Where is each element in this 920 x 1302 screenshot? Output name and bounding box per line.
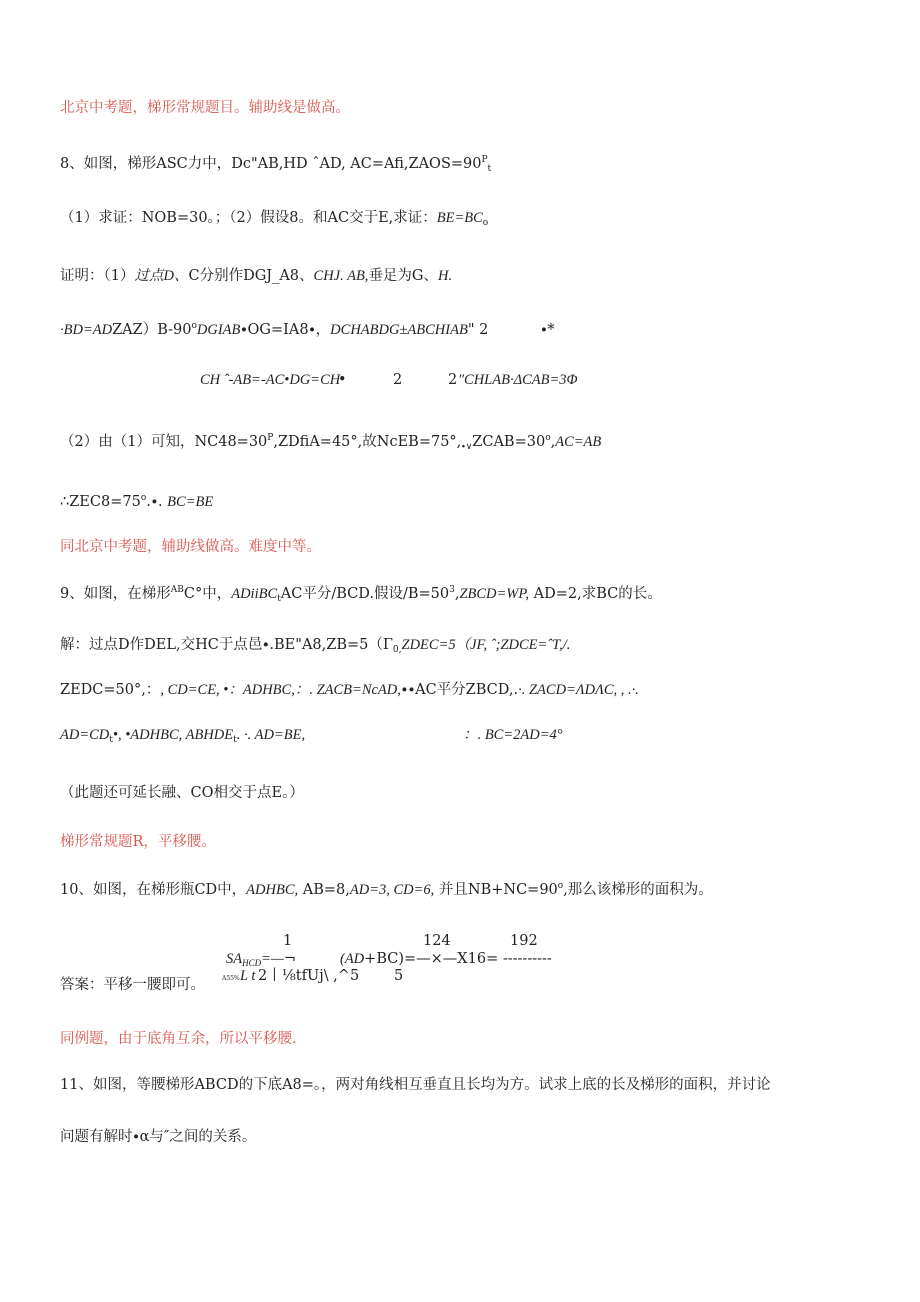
proof-conclusion: $\therefore ZEC8=75^o.\cdot$. BC=BE: [60, 493, 214, 510]
proof-line-2: $\cdot BD=ADZAZ)B-90^oDGIAB\cdot OG=IA8\cdot$，DCHABDG±ABCHIAB" 2 ∙*: [60, 321, 555, 338]
formula-area-label: $SA_{HCD}=—\neg$: [226, 951, 296, 968]
proof-line-3-tail: ″CHLAB∙ΔCAB=3Φ: [458, 372, 578, 388]
problem-8-questions: （1）求证：NOB=30。；（2）假设8。和AC交于E,求证：$BE=BC_o$: [60, 210, 489, 228]
solution-9-line-2: ZEDC=50°,：, CD=CE, •：ADHBC,：. ZACB=NcAD,∙∙AC平分ZBCD,.∙. ZACD=ΛDΛC, , .∙.: [60, 682, 639, 698]
formula-lower-row: 2丨⅛tfUj\ ,^5: [258, 968, 360, 984]
problem-11-statement-cont: 问题有解时∙α与″之间的关系。: [60, 1129, 257, 1145]
formula-num-192: 192: [510, 933, 538, 949]
proof-line-3-num: 2: [393, 372, 403, 388]
proof-part-1-intro: 证明：（1）过点D、C分别作DGJ_A8、CHJ. AB,垂足为G、H.: [60, 268, 453, 284]
note-beijing-exam: 北京中考题，梯形常规题目。辅助线是做高。: [60, 100, 350, 116]
note-complementary-angles: 同例题，由于底角互余，所以平移腰.: [60, 1031, 297, 1047]
problem-11-statement: 11、如图，等腰梯形ABCD的下底A8=。，两对角线相互垂直且长均为方。试求上底的长及梯形的面积，并讨论: [60, 1077, 771, 1093]
proof-part-2: （2）由（1）可知，$NC48=30^P,ZDfiA=45^\circ$,故$NcEB=75^\circ,_{\cdot\vee}ZCAB=30^o,AC=AB$: [60, 433, 602, 452]
formula-small-mark: A55%: [222, 975, 240, 982]
problem-8-statement: 8、如图，梯形ASC力中，Dc"AB,HD ˆAD, $AC=Afi,ZAOS=90^P_t$: [60, 155, 492, 174]
solution-9-remark: （此题还可延长融、CO相交于点E。）: [60, 785, 304, 801]
solution-9-line-3: $AD=CD_t•$, •ADHBC, $ABHDE_t$. ∙. AD=BE, ：. BC=2AD=4°: [60, 727, 563, 745]
formula-num-1: 1: [283, 933, 293, 949]
proof-line-3-num2: 2: [448, 372, 458, 388]
formula-lt: L t: [240, 968, 256, 984]
note-difficulty: 同北京中考题，辅助线做高。难度中等。: [60, 539, 321, 555]
formula-denominator-5: 5: [394, 968, 404, 984]
formula-area-expression: (AD+BC)=—×—X16= ----------: [340, 951, 552, 967]
proof-line-3-dot: •: [338, 372, 347, 388]
problem-10-statement: 10、如图，在梯形瓶CD中，ADHBC, AB=8,AD=3, CD=6, 并且$NB+NC=90^o$,那么该梯形的面积为。: [60, 881, 713, 898]
solution-9-line-1: 解：过点D作DEL,交HC于点邑$\cdot.BE"A8,ZB=5(\Gamma_{0,}ZDEC=5(JF$, ˆ;ZDCE=ˆT,/.: [60, 637, 571, 655]
note-translate-leg: 梯形常规题R，平移腰。: [60, 834, 216, 850]
problem-10-answer: 答案：平移一腰即可。: [60, 977, 205, 993]
formula-num-124: 124: [423, 933, 451, 949]
proof-line-3-formula: CH ˆ-AB=-AC•DG=CH: [200, 372, 341, 388]
problem-9-statement: 9、如图，在梯形$^{AB}$C°中，ADiiBC$_t$AC平分/BCD.假设$/B=50^3,ZBCD=WP$, AD=2,求BC的长。: [60, 585, 662, 604]
